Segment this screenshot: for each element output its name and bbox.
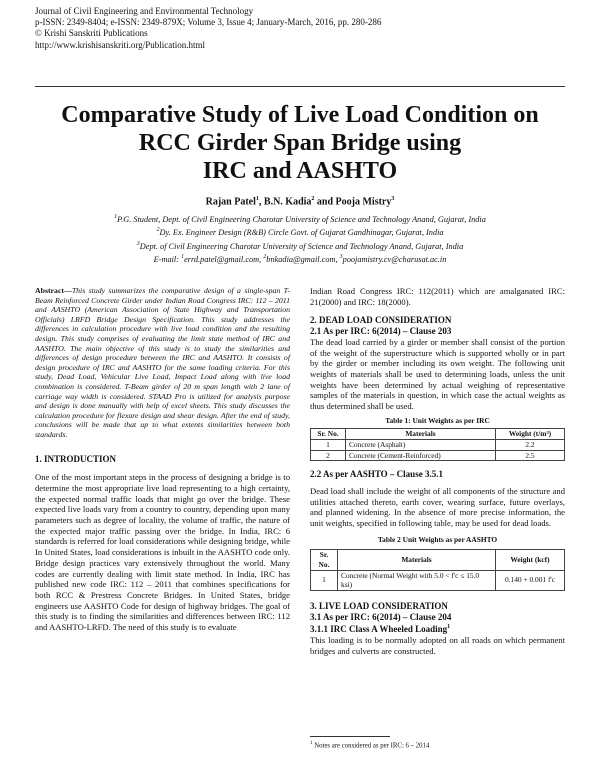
- affil-mark: 3: [136, 240, 140, 247]
- author-sep: ,: [258, 196, 264, 208]
- author-2: B.N. Kadia: [263, 196, 312, 208]
- email-1[interactable]: errd.patel@gmail.com,: [184, 254, 264, 264]
- author-3-mark: 3: [391, 196, 395, 202]
- table-2: [310, 549, 565, 590]
- intro-heading: 1. INTRODUCTION: [35, 453, 117, 464]
- journal-url[interactable]: http://www.krishisanskriti.org/Publication.html: [35, 39, 205, 50]
- footnote: [310, 741, 429, 749]
- table-row: [311, 440, 565, 451]
- footnote-mark: 1: [310, 741, 313, 746]
- section-2-2-text: Dead load shall include the weight of all components of the structure and utilities attached thereto, earth cover, wearing surface, future overlays, and planned widening. In the absence of more precise information, the unit weights, specified in following table, may be used for dead loads.: [310, 485, 565, 529]
- table-cell: Concrete (Cement-Reinforced): [346, 450, 496, 461]
- table-cell: 1: [311, 440, 346, 451]
- section-2-2-heading: 2.2 As per AASHTO – Clause 3.5.1: [310, 469, 443, 480]
- email-mark: 1: [181, 254, 185, 261]
- affil-mark: 2: [156, 227, 160, 234]
- table-header: Materials: [346, 429, 496, 440]
- abstract-label: Abstract—: [35, 286, 72, 295]
- section-3-1-heading: 3.1 As per IRC: 6(2014) – Clause 204: [310, 611, 452, 622]
- table-row: [311, 570, 565, 590]
- author-1: Rajan Patel: [205, 196, 256, 208]
- section-3-1-1-heading: [310, 622, 565, 635]
- abstract: [35, 286, 290, 440]
- table-header: Weight (kcf): [496, 550, 565, 570]
- footnote-divider: [310, 736, 390, 737]
- author-2-mark: 2: [311, 196, 315, 202]
- table-cell: 2: [311, 450, 346, 461]
- affil-text: Dept. of Civil Engineering Charotar University of Science and Technology Anand, Gujarat, India: [139, 241, 464, 251]
- affiliations: [0, 212, 600, 265]
- email-mark: 2: [263, 254, 267, 261]
- section-2-1-heading: 2.1 As per IRC: 6(2014) – Clause 203: [310, 326, 452, 337]
- header-divider: [35, 86, 565, 87]
- affiliation-2: [0, 225, 600, 238]
- table-header-row: [311, 550, 565, 570]
- section-2-heading: 2. DEAD LOAD CONSIDERATION: [310, 315, 452, 326]
- author-list: [0, 196, 600, 207]
- journal-publisher: © Krishi Sanskriti Publications: [35, 28, 148, 39]
- affiliation-3: [0, 239, 600, 252]
- author-1-mark: 1: [255, 196, 259, 202]
- journal-header: [35, 6, 381, 51]
- section-3-1-1-title: 3.1.1 IRC Class A Wheeled Loading: [310, 624, 448, 635]
- abstract-text: This study summarizes the comparative design of a single-span T-Beam Reinforced Concrete Girder under Indian Road Congress IRC: 112 – 2011 and AASHTO (American Association of State Highway and Transportation Officials) LRFD Bridge Design Specification. This study addresses the differences in calculation procedure with live load condition and the resulting design. This study comprises of evaluating the limit state method of IRC and AASHTO. The main objective of this study is to study the similarities and differences of design procedure between the IRC and AASHTO. It consists of design procedure of IRC and AASHTO for the same loading criteria. For this study, Dead Load, Vehicular Live Load, Impact Load along with live load combination is considered. T-Beam girder of 20 m span length with 2 lane of carriage way width is considered. STAAD Pro is utilized for analysis purpose and design is done manually with help of excel sheets. This study discusses the calculation procedure for flexure design and shear design. After the end of study, conclusions will be made that up to what extents similarities between both standards.: [35, 286, 290, 439]
- footnote-text: Notes are considered as per IRC: 6 – 2014: [312, 742, 430, 750]
- email-mark: 3: [339, 254, 343, 261]
- table-2-caption: Table 2 Unit Weights as per AASHTO: [377, 534, 498, 544]
- email-2[interactable]: bnkadia@gmail.com,: [266, 254, 340, 264]
- intro-continuation: Indian Road Congress IRC: 112(2011) which are amalganated IRC: 21(2000) and IRC: 18(2000).: [310, 286, 565, 307]
- footnote-mark: 1: [447, 624, 451, 631]
- email-line: [0, 252, 600, 265]
- table-1: [310, 428, 565, 461]
- section-3-1-1-text: This loading is to be normally adopted on all roads on which permanent bridges and culverts are constructed.: [310, 634, 565, 656]
- table-1-caption: Table 1: Unit Weights as per IRC: [385, 415, 490, 425]
- title-line-2: RCC Girder Span Bridge using: [138, 130, 462, 156]
- journal-name: Journal of Civil Engineering and Environmental Technology: [35, 6, 254, 16]
- affil-text: Dy. Ex. Engineer Design (R&B) Circle Govt. of Gujarat Gandhinagar, Gujarat, India: [159, 228, 444, 238]
- table-cell: 1: [311, 570, 338, 590]
- table-header: Weight (t/m³): [496, 429, 565, 440]
- section-2-1-text: The dead load carried by a girder or member shall consist of the portion of the weight of the superstructure which is supported wholly or in part by the girder or member including its own weight. The following unit weights of materials shall be used to determining loads, unless the unit weights have been determined by actual weighing of representative samples of the materials in question, in which case the actual weights as thus determined shall be used.: [310, 336, 565, 412]
- title-line-3: IRC and AASHTO: [202, 158, 398, 184]
- email-label: E-mail:: [153, 254, 182, 264]
- right-column: [310, 286, 565, 656]
- table-header-row: [311, 429, 565, 440]
- table-cell: Concrete (Asphalt): [346, 440, 496, 451]
- intro-text: One of the most important steps in the process of designing a bridge is to determine the most appropriate live load representing to a high certainty, the expected normal traffic loads that might go over the bridge. These expected live loads vary from a country to country, depending upon many parameters such as degree of locality, the volume of traffic, the nature of the expected major traffic passing over the bridge. In India, IRC: 6 standards is referred for load considerations while designing bridge, while In United States, load considerations is inbuilt in the AASHTO code only. Bridge design practices vary extensively throughout the world. Many codes are currently dealing with limit state method. In India, IRC has published new code IRC: 112 – 2011 that combines specifications for both RCC & Prestress Concrete Bridges. In United States, bridge engineers use AASHTO Code for design of highway bridges. The goal of this study is to finding the similarities and differences between IRC: 112 and AASHTO-LRFD. The need of this study is to evaluate: [35, 472, 290, 633]
- table-row: [311, 450, 565, 461]
- left-column: [35, 286, 290, 633]
- author-3: Pooja Mistry: [335, 196, 392, 208]
- table-header: Sr. No.: [311, 550, 338, 570]
- table-header: Materials: [338, 550, 496, 570]
- paper-title: [0, 101, 600, 185]
- table-cell: 0.140 + 0.001 f'c: [496, 570, 565, 590]
- journal-issn: p-ISSN: 2349-8404; e-ISSN: 2349-879X; Volume 3, Issue 4; January-March, 2016, pp. 280-286: [35, 17, 382, 28]
- table-header: Sr. No.: [311, 429, 346, 440]
- author-sep: and: [314, 196, 336, 208]
- table-cell: 2.2: [496, 440, 565, 451]
- title-line-1: Comparative Study of Live Load Condition on: [61, 102, 539, 128]
- affil-mark: 1: [114, 214, 118, 220]
- section-3-heading: 3. LIVE LOAD CONSIDERATION: [310, 600, 448, 611]
- affiliation-1: [0, 212, 600, 225]
- table-cell: 2.5: [496, 450, 565, 461]
- table-cell: Concrete (Normal Weight with 5.0 < f'c ≤ 15.0 ksi): [338, 570, 496, 590]
- affil-text: P.G. Student, Dept. of Civil Engineering Charotar University of Science and Technology Anand, Gujarat, India: [117, 214, 486, 224]
- email-3[interactable]: poojamistry.cv@charusat.ac.in: [342, 254, 447, 264]
